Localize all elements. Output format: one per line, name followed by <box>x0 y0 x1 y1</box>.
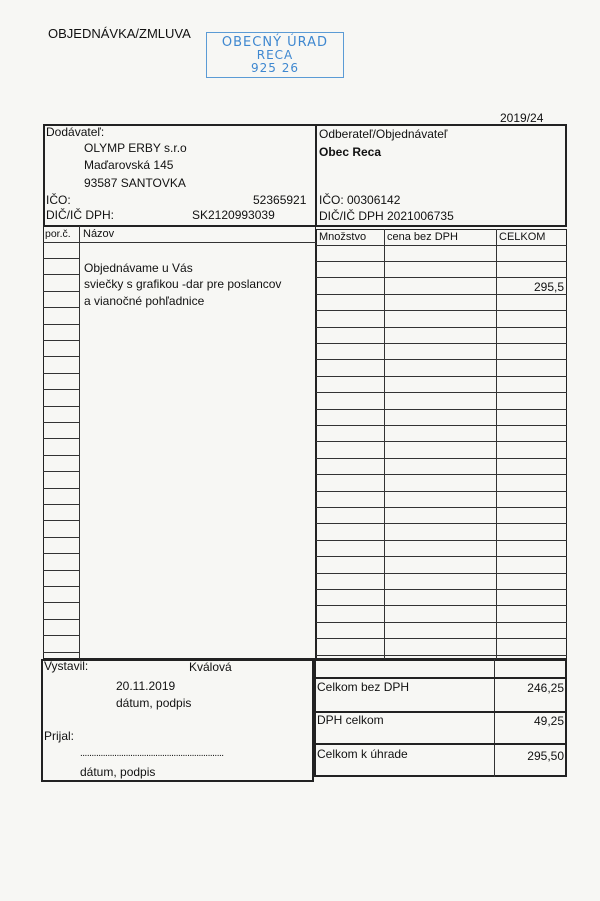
row-line-right <box>316 425 567 426</box>
row-line-right <box>316 277 567 278</box>
total-to-pay-label: Celkom k úhrade <box>317 747 408 761</box>
row-line-left <box>43 455 79 456</box>
row-line-left <box>43 389 79 390</box>
total-without-vat-label: Celkom bez DPH <box>317 680 410 694</box>
item-description-line-1: Objednávame u Vás <box>84 261 193 275</box>
document-title: OBJEDNÁVKA/ZMLUVA <box>48 26 191 41</box>
row-line-left <box>43 324 79 325</box>
supplier-ico-value: 52365921 <box>253 193 307 207</box>
row-line-right <box>316 638 567 639</box>
row-line-right <box>316 376 567 377</box>
customer-heading: Odberateľ/Objednávateľ <box>319 127 448 141</box>
supplier-heading: Dodávateľ: <box>46 125 105 139</box>
customer-name: Obec Reca <box>319 145 382 159</box>
parties-divider <box>315 124 317 227</box>
row-line-right <box>316 507 567 508</box>
item-total-value: 295,5 <box>533 280 564 294</box>
row-line-right <box>316 573 567 574</box>
issued-by: Kválová <box>189 660 232 674</box>
stamp-line-3: 925 26 <box>251 61 299 75</box>
col-header-no: por.č. <box>45 228 71 240</box>
received-label: Prijal: <box>44 729 75 743</box>
row-line-left <box>43 586 79 587</box>
header-underline-right <box>316 245 567 246</box>
row-line-right <box>316 392 567 393</box>
row-line-left <box>43 274 79 275</box>
row-line-right <box>316 523 567 524</box>
stamp-line-1: OBECNÝ ÚRAD <box>221 35 329 50</box>
row-line-left <box>43 635 79 636</box>
col-divider-no <box>79 226 80 659</box>
row-line-right <box>316 458 567 459</box>
row-line-left <box>43 422 79 423</box>
footer-signature-box <box>41 659 314 782</box>
row-line-right <box>316 310 567 311</box>
row-line-left <box>43 553 79 554</box>
row-line-left <box>43 504 79 505</box>
item-description-line-3: a vianočné pohľadnice <box>84 294 205 308</box>
customer-dic: DIČ/IČ DPH 2021006735 <box>319 209 454 223</box>
office-stamp <box>206 32 344 78</box>
row-line-left <box>43 307 79 308</box>
total-without-vat-value: 246,25 <box>527 681 564 695</box>
row-line-right <box>316 409 567 410</box>
document-number: 2019/24 <box>500 111 544 125</box>
item-description-line-2: sviečky s grafikou -dar pre poslancov <box>84 277 282 291</box>
row-line-right <box>316 491 567 492</box>
row-line-right <box>316 540 567 541</box>
row-line-right <box>316 343 567 344</box>
row-line-left <box>43 406 79 407</box>
row-line-left <box>43 438 79 439</box>
row-line-left <box>43 537 79 538</box>
col-header-total: CELKOM <box>499 231 546 243</box>
row-line-left <box>43 520 79 521</box>
supplier-street: Maďarovská 145 <box>84 158 174 172</box>
row-line-right <box>316 327 567 328</box>
supplier-dic-value: SK2120993039 <box>192 208 275 222</box>
row-line-left <box>43 340 79 341</box>
row-line-right <box>316 261 567 262</box>
supplier-name: OLYMP ERBY s.r.o <box>84 141 187 155</box>
vat-total-label: DPH celkom <box>317 713 384 727</box>
vat-total-value: 49,25 <box>533 714 564 728</box>
row-line-left <box>43 602 79 603</box>
totals-line-3 <box>314 743 567 745</box>
row-line-right <box>316 605 567 606</box>
col-header-qty: Množstvo <box>319 231 367 243</box>
row-line-right <box>316 474 567 475</box>
row-line-right <box>316 556 567 557</box>
issued-label: Vystavil: <box>44 659 89 673</box>
row-line-left <box>43 356 79 357</box>
signature-dots: ............................................................... <box>80 748 224 759</box>
row-line-right <box>316 294 567 295</box>
supplier-dic-label: DIČ/IČ DPH: <box>46 208 115 222</box>
row-line-left <box>43 291 79 292</box>
customer-ico: IČO: 00306142 <box>319 193 401 207</box>
stamp-line-2: RECA <box>256 48 294 62</box>
row-line-right <box>316 359 567 360</box>
row-line-left <box>43 373 79 374</box>
row-line-right <box>316 589 567 590</box>
row-line-right <box>316 622 567 623</box>
date-signature-label-2: dátum, podpis <box>80 765 156 779</box>
row-line-left <box>43 570 79 571</box>
row-line-left <box>43 619 79 620</box>
header-underline-left <box>43 242 316 243</box>
row-line-right <box>316 441 567 442</box>
row-line-left <box>43 488 79 489</box>
row-line-left <box>43 258 79 259</box>
totals-line-1 <box>314 677 567 679</box>
col-header-name: Názov <box>83 228 115 240</box>
row-line-left <box>43 471 79 472</box>
row-line-right <box>316 655 567 656</box>
date-signature-label: dátum, podpis <box>116 696 192 710</box>
total-to-pay-value: 295,50 <box>527 749 564 763</box>
col-header-price: cena bez DPH <box>387 231 458 243</box>
supplier-ico-label: IČO: <box>46 193 71 207</box>
issue-date: 20.11.2019 <box>116 679 176 693</box>
supplier-city: 93587 SANTOVKA <box>84 176 186 190</box>
row-line-left <box>43 652 79 653</box>
